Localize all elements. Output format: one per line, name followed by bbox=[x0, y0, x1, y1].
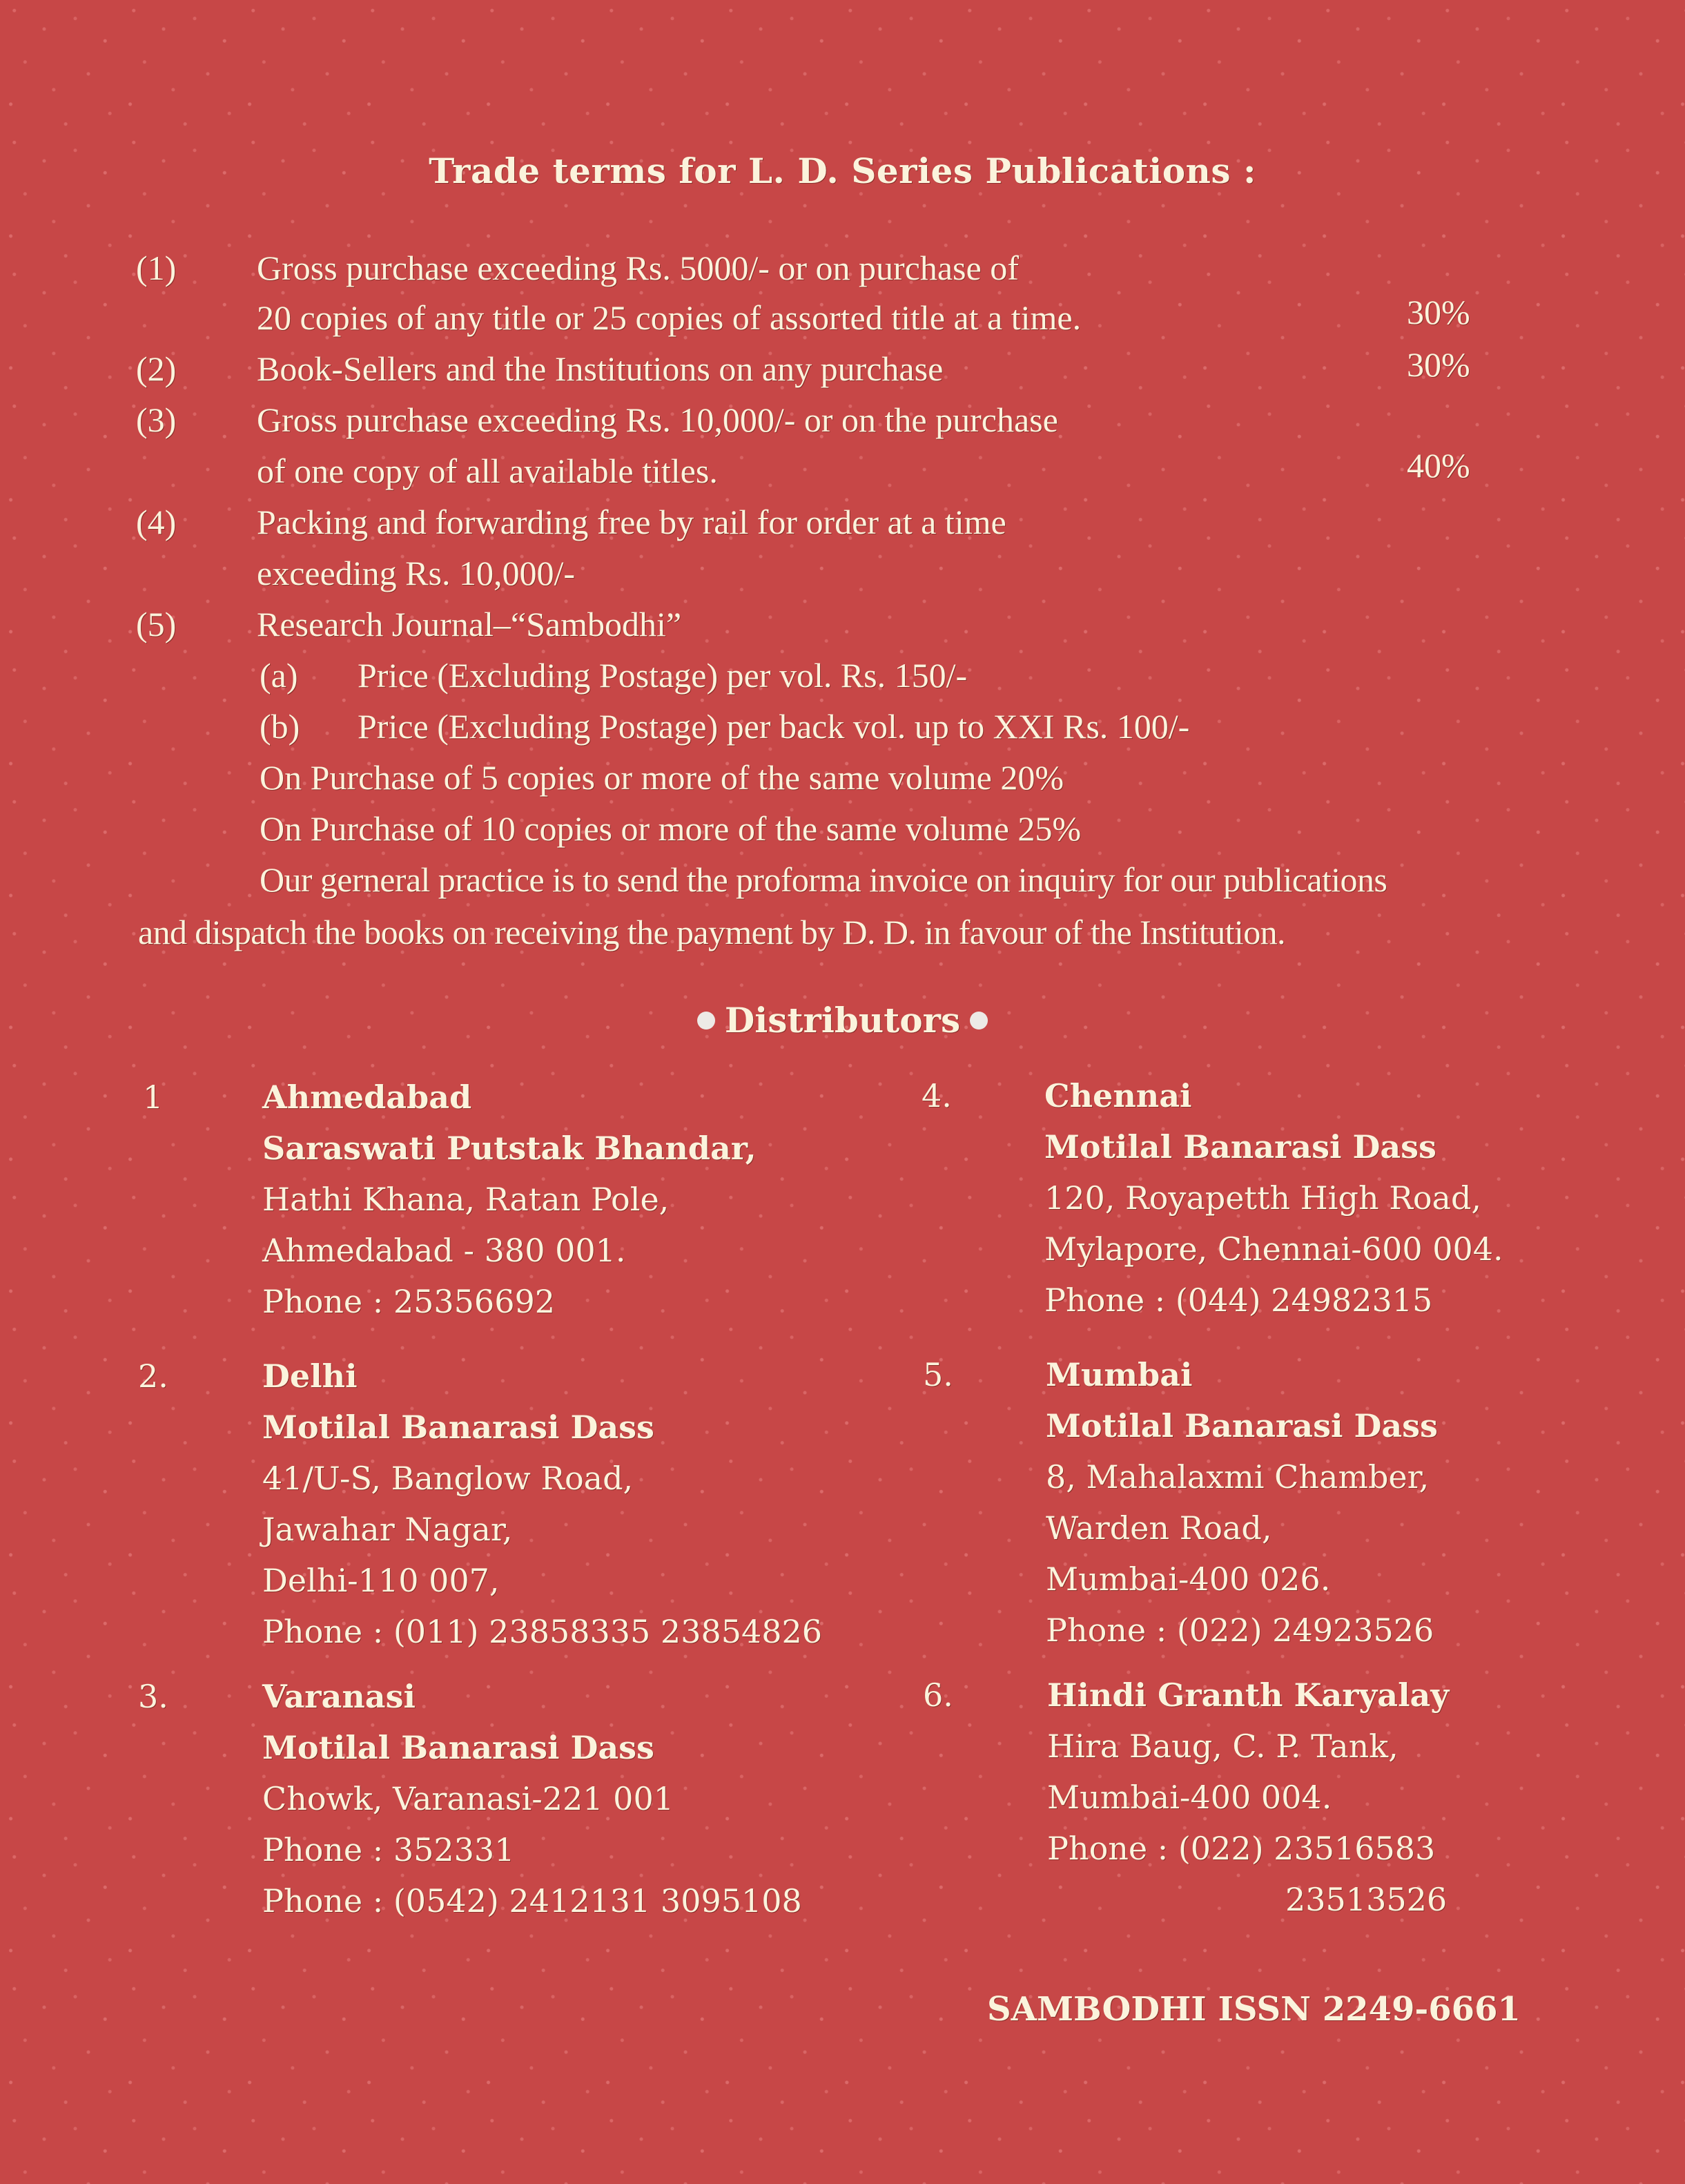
distributor-number: 1 bbox=[143, 1079, 164, 1116]
distributor-address-line: Ahmedabad - 380 001. bbox=[262, 1232, 626, 1269]
distributor-name: Motilal Banarasi Dass bbox=[262, 1409, 654, 1446]
distributor-city: Mumbai bbox=[1046, 1356, 1193, 1393]
term-number: (3) bbox=[136, 400, 177, 439]
distributor-city: Ahmedabad bbox=[262, 1079, 472, 1116]
distributor-phone: Phone : (011) 23858335 23854826 bbox=[262, 1613, 823, 1650]
distributor-address-line: Hira Baug, C. P. Tank, bbox=[1047, 1728, 1399, 1765]
distributor-phone: Phone : 25356692 bbox=[262, 1283, 555, 1320]
term-discount: 40% bbox=[1407, 446, 1470, 485]
distributor-number: 3. bbox=[138, 1678, 168, 1715]
term-text-line: Research Journal–“Sambodhi” bbox=[257, 605, 682, 644]
distributor-number: 5. bbox=[923, 1356, 953, 1393]
term-text-line: 20 copies of any title or 25 copies of assorted title at a time. bbox=[257, 298, 1082, 337]
distributor-address-line: Mumbai-400 026. bbox=[1046, 1560, 1331, 1598]
distributor-number: 2. bbox=[138, 1357, 168, 1395]
issn-footer: SAMBODHI ISSN 2249-6661 bbox=[987, 1990, 1521, 2029]
distributor-address-line: 41/U-S, Banglow Road, bbox=[262, 1460, 634, 1497]
distributor-address-line: Mumbai-400 004. bbox=[1047, 1779, 1332, 1816]
distributors-heading-text: Distributors bbox=[724, 1000, 961, 1041]
term-discount: 30% bbox=[1407, 293, 1470, 331]
distributor-address-line: Mylapore, Chennai-600 004. bbox=[1044, 1230, 1503, 1268]
distributor-phone: Phone : (022) 24923526 bbox=[1046, 1612, 1434, 1649]
distributor-city: Varanasi bbox=[262, 1678, 416, 1715]
distributor-name: Hindi Granth Karyalay bbox=[1047, 1676, 1450, 1714]
bullet-icon bbox=[970, 1012, 988, 1030]
term-number: (5) bbox=[136, 605, 177, 644]
distributor-name: Motilal Banarasi Dass bbox=[262, 1729, 654, 1766]
price-label: (a) bbox=[260, 656, 298, 695]
distributor-address-line: 8, Mahalaxmi Chamber, bbox=[1046, 1458, 1430, 1496]
volume-discount-10: On Purchase of 10 copies or more of the same volume 25% bbox=[260, 809, 1081, 848]
distributor-city: Delhi bbox=[262, 1357, 358, 1395]
price-text: Price (Excluding Postage) per back vol. up to XXI Rs. 100/- bbox=[358, 707, 1190, 746]
practice-note-line-2: and dispatch the books on receiving the payment by D. D. in favour of the Institution. bbox=[138, 913, 1285, 951]
distributor-phone: Phone : (044) 24982315 bbox=[1044, 1282, 1433, 1319]
distributor-name: Motilal Banarasi Dass bbox=[1046, 1407, 1438, 1444]
price-label: (b) bbox=[260, 707, 300, 746]
term-text-line: Gross purchase exceeding Rs. 5000/- or on purchase of bbox=[257, 249, 1019, 287]
distributor-address-line: Hathi Khana, Ratan Pole, bbox=[262, 1181, 670, 1218]
term-number: (4) bbox=[136, 503, 177, 541]
distributor-phone: Phone : (0542) 2412131 3095108 bbox=[262, 1882, 802, 1920]
distributor-phone: Phone : 352331 bbox=[262, 1831, 515, 1868]
term-discount: 30% bbox=[1407, 345, 1470, 384]
volume-discount-5: On Purchase of 5 copies or more of the same volume 20% bbox=[260, 758, 1064, 797]
price-text: Price (Excluding Postage) per vol. Rs. 150/- bbox=[358, 656, 968, 695]
distributors-heading bbox=[0, 1000, 1685, 1041]
distributor-number: 4. bbox=[922, 1077, 952, 1114]
practice-note-line-1: Our gerneral practice is to send the proforma invoice on inquiry for our publications bbox=[260, 860, 1387, 899]
distributor-address-line: 120, Royapetth High Road, bbox=[1044, 1179, 1482, 1217]
distributor-phone: 23513526 bbox=[1285, 1881, 1448, 1918]
distributor-name: Saraswati Putstak Bhandar, bbox=[262, 1130, 757, 1167]
term-text-line: Gross purchase exceeding Rs. 10,000/- or on the purchase bbox=[257, 400, 1058, 439]
distributor-address-line: Jawahar Nagar, bbox=[262, 1511, 513, 1548]
distributor-name: Motilal Banarasi Dass bbox=[1044, 1128, 1436, 1166]
bullet-icon bbox=[697, 1012, 715, 1030]
distributor-phone: Phone : (022) 23516583 bbox=[1047, 1830, 1436, 1867]
distributor-address-line: Delhi-110 007, bbox=[262, 1562, 500, 1599]
trade-terms-heading: Trade terms for L. D. Series Publications : bbox=[429, 151, 1256, 191]
distributor-city: Chennai bbox=[1044, 1077, 1192, 1114]
term-text-line: Book-Sellers and the Institutions on any purchase bbox=[257, 349, 944, 388]
term-text-line: exceeding Rs. 10,000/- bbox=[257, 554, 576, 592]
term-number: (1) bbox=[136, 249, 177, 287]
distributor-number: 6. bbox=[923, 1676, 953, 1714]
term-text-line: Packing and forwarding free by rail for order at a time bbox=[257, 503, 1006, 541]
term-text-line: of one copy of all available titles. bbox=[257, 452, 718, 490]
distributor-address-line: Warden Road, bbox=[1046, 1509, 1272, 1547]
distributor-address-line: Chowk, Varanasi-221 001 bbox=[262, 1780, 674, 1817]
term-number: (2) bbox=[136, 349, 177, 388]
